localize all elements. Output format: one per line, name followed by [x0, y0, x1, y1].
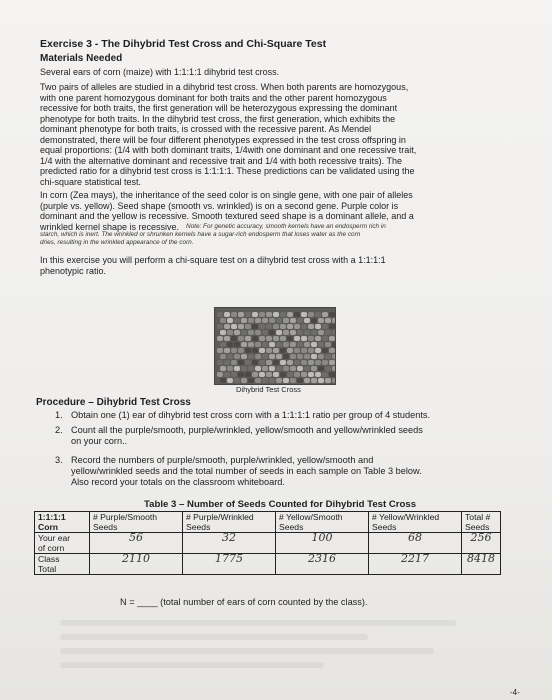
corn-kernel — [301, 372, 307, 377]
corn-kernel — [315, 372, 321, 377]
corn-kernel — [273, 348, 279, 353]
procedure-step-3 — [55, 455, 422, 487]
corn-kernel — [332, 354, 336, 359]
materials-heading: Materials Needed — [40, 53, 123, 64]
corn-kernel — [269, 318, 275, 323]
corn-kernel — [252, 324, 258, 329]
corn-kernel — [273, 336, 279, 341]
corn-kernel — [262, 354, 268, 359]
corn-kernel — [287, 372, 293, 377]
corn-kernel — [304, 366, 310, 371]
corn-kernel — [245, 372, 251, 377]
n-label: N = — [120, 597, 135, 607]
handwritten-value: 32 — [183, 533, 276, 554]
corn-kernel — [325, 378, 331, 383]
corn-kernel — [308, 312, 314, 317]
corn-kernel — [248, 342, 254, 347]
exercise-paragraph — [40, 255, 386, 276]
n-description: (total number of ears of corn counted by the class). — [160, 597, 368, 607]
corn-kernel — [238, 312, 244, 317]
corn-kernel — [259, 312, 265, 317]
corn-kernel — [294, 348, 300, 353]
corn-kernel — [259, 372, 265, 377]
text-line: phenotype for both traits. In the dihybrid test cross, the first generation, which exhibits the — [40, 113, 396, 124]
corn-kernel — [252, 360, 258, 365]
corn-kernel — [276, 354, 282, 359]
table-header-cell: 1:1:1:1 Corn — [35, 512, 90, 533]
corn-kernel — [245, 336, 251, 341]
corn-kernel — [332, 378, 336, 383]
corn-kernel — [224, 312, 230, 317]
step-number: 1. — [55, 410, 63, 420]
corn-kernel — [332, 342, 336, 347]
corn-kernel — [262, 378, 268, 383]
corn-kernel — [283, 366, 289, 371]
corn-kernel — [280, 360, 286, 365]
step-text: yellow/wrinkled seeds and the total number of seeds in each sample on Table 3 below. — [71, 466, 422, 476]
corn-kernel — [273, 372, 279, 377]
corn-kernel — [238, 348, 244, 353]
corn-kernel — [315, 324, 321, 329]
text-line: dominant phenotype for both traits, is crossed with the recessive parent. As Mendel — [40, 124, 372, 134]
corn-kernel — [238, 336, 244, 341]
corn-kernel — [304, 342, 310, 347]
corn-kernel — [252, 372, 258, 377]
corn-kernel — [241, 342, 247, 347]
corn-kernel — [276, 330, 282, 335]
corn-kernel — [308, 324, 314, 329]
corn-kernel — [266, 324, 272, 329]
note-line: Note: For genetic accuracy, smooth kernels have an endosperm rich in — [186, 223, 386, 230]
corn-kernel — [245, 360, 251, 365]
corn-kernel — [304, 330, 310, 335]
corn-kernel — [273, 360, 279, 365]
corn-kernel — [220, 330, 226, 335]
n-line — [120, 597, 367, 608]
corn-kernel — [304, 378, 310, 383]
figure-caption: Dihybrid Test Cross — [236, 385, 301, 394]
corn-kernel — [287, 312, 293, 317]
corn-kernel — [332, 330, 336, 335]
text-line: (purple vs. yellow). Seed shape (smooth vs. wrinkled) is on a second gene. Purple color is — [40, 200, 399, 211]
corn-kernel — [269, 342, 275, 347]
corn-kernel — [245, 348, 251, 353]
corn-kernel — [318, 318, 324, 323]
corn-kernel — [287, 324, 293, 329]
handwritten-value: 256 — [462, 533, 501, 554]
corn-kernel — [332, 318, 336, 323]
corn-kernel — [322, 348, 328, 353]
corn-kernel — [227, 354, 233, 359]
corn-kernel — [266, 372, 272, 377]
corn-kernel — [308, 360, 314, 365]
handwritten-value: 2217 — [369, 554, 462, 575]
text-line: equal proportions: (1/4 with both dominant traits, 1/4with one dominant and one recessive trait, — [40, 145, 417, 155]
table-header-cell: # Purple/Wrinkled Seeds — [183, 512, 276, 533]
corn-kernel — [259, 324, 265, 329]
corn-kernel — [227, 366, 233, 371]
bleed-through-text — [60, 612, 500, 682]
corn-kernel — [329, 372, 335, 377]
corn-kernel — [220, 378, 226, 383]
corn-kernel — [248, 330, 254, 335]
text-line: In this exercise you will perform a chi-square test on a dihybrid test cross with a 1:1:1:1 — [40, 255, 386, 265]
step-text: Obtain one (1) ear of dihybrid test cross corn with a 1:1:1:1 ratio per group of 4 students. — [71, 410, 431, 420]
corn-kernel — [325, 354, 331, 359]
corn-kernel — [318, 342, 324, 347]
corn-kernel — [255, 330, 261, 335]
corn-kernel — [280, 336, 286, 341]
corn-kernel — [280, 372, 286, 377]
corn-kernel — [224, 348, 230, 353]
row-label: Your ear of corn — [35, 533, 90, 554]
note-line: starch, which is inert. The wrinkled or shrunken kernels have a sugar-rich endosperm that loses water as the corn — [40, 231, 361, 238]
corn-kernel — [301, 324, 307, 329]
corn-kernel — [259, 336, 265, 341]
table-header-cell: # Yellow/Wrinkled Seeds — [369, 512, 462, 533]
procedure-step-1 — [55, 410, 431, 421]
corn-kernel — [262, 318, 268, 323]
corn-kernel — [329, 336, 335, 341]
corn-kernel — [262, 342, 268, 347]
corn-kernel — [276, 342, 282, 347]
corn-kernel — [220, 354, 226, 359]
corn-kernel — [234, 366, 240, 371]
corn-kernel — [241, 378, 247, 383]
corn-kernel — [322, 324, 328, 329]
corn-kernel — [217, 336, 223, 341]
corn-kernel — [234, 378, 240, 383]
corn-kernel — [231, 324, 237, 329]
table-row — [35, 533, 501, 554]
corn-kernel — [280, 312, 286, 317]
table-header-cell: # Yellow/Smooth Seeds — [276, 512, 369, 533]
corn-kernel — [297, 318, 303, 323]
corn-kernel — [290, 354, 296, 359]
corn-kernel — [290, 378, 296, 383]
corn-ear-photo — [214, 307, 336, 385]
corn-kernel — [231, 360, 237, 365]
corn-kernel — [280, 324, 286, 329]
seed-count-table — [34, 511, 501, 575]
corn-kernel — [227, 378, 233, 383]
corn-kernel — [262, 366, 268, 371]
corn-kernel — [301, 336, 307, 341]
corn-kernel — [252, 312, 258, 317]
corn-kernel — [248, 354, 254, 359]
corn-kernel — [241, 354, 247, 359]
corn-kernel — [283, 378, 289, 383]
corn-kernel — [325, 330, 331, 335]
corn-kernel — [287, 348, 293, 353]
corn-kernel — [231, 372, 237, 377]
corn-kernel — [276, 366, 282, 371]
corn-kernel — [290, 318, 296, 323]
corn-kernel — [283, 342, 289, 347]
corn-kernel — [231, 336, 237, 341]
corn-kernel — [301, 360, 307, 365]
corn-kernel — [255, 342, 261, 347]
corn-kernel — [266, 312, 272, 317]
table-header-cell: # Purple/Smooth Seeds — [90, 512, 183, 533]
corn-kernel — [217, 372, 223, 377]
text-line: 1/4 with the alternative dominant and recessive trait and 1/4 with both recessive traits). The — [40, 155, 403, 166]
corn-kernel — [315, 312, 321, 317]
handwritten-value: 56 — [90, 533, 183, 554]
corn-kernel — [276, 318, 282, 323]
corn-kernel — [311, 354, 317, 359]
step-number: 3. — [55, 455, 63, 465]
table-header-row — [35, 512, 501, 533]
corn-kernel — [234, 354, 240, 359]
corn-kernel — [248, 318, 254, 323]
text-line: with one parent homozygous dominant for both traits and the other parent homozygous — [40, 92, 387, 103]
corn-kernel — [301, 312, 307, 317]
corn-kernel — [287, 360, 293, 365]
corn-kernel — [220, 366, 226, 371]
corn-kernel — [255, 366, 261, 371]
corn-kernel — [329, 312, 335, 317]
corn-kernel — [287, 336, 293, 341]
text-line: recessive for both traits, the first generation will be heterozygous expressing the dominant — [40, 103, 398, 113]
corn-kernel — [231, 312, 237, 317]
corn-kernel — [269, 366, 275, 371]
corn-kernel — [217, 360, 223, 365]
corn-kernel — [269, 354, 275, 359]
corn-kernel — [248, 366, 254, 371]
corn-kernel — [273, 324, 279, 329]
corn-kernel — [297, 354, 303, 359]
corn-kernel — [329, 360, 335, 365]
corn-kernel — [283, 318, 289, 323]
row-label: Class Total — [35, 554, 90, 575]
corn-kernel — [224, 324, 230, 329]
corn-kernel — [294, 312, 300, 317]
corn-kernel — [308, 348, 314, 353]
corn-kernel — [276, 378, 282, 383]
step-text: Also record your totals on the classroom whiteboard. — [71, 477, 285, 487]
corn-kernel — [322, 372, 328, 377]
text-line: phenotypic ratio. — [40, 265, 107, 276]
corn-kernel — [315, 336, 321, 341]
corn-kernel — [241, 366, 247, 371]
corn-kernel — [231, 348, 237, 353]
table-row — [35, 554, 501, 575]
step-text: Record the numbers of purple/smooth, purple/wrinkled, yellow/smooth and — [71, 455, 374, 465]
corn-kernel — [308, 372, 314, 377]
procedure-step-2 — [55, 425, 423, 446]
corn-kernel — [217, 312, 223, 317]
corn-kernel — [318, 354, 324, 359]
corn-kernel — [297, 378, 303, 383]
corn-kernel — [322, 360, 328, 365]
corn-kernel — [297, 366, 303, 371]
handwritten-value: 68 — [369, 533, 462, 554]
corn-kernel — [266, 360, 272, 365]
corn-kernel — [238, 372, 244, 377]
text-line: wrinkled kernel shape is recessive. — [40, 221, 180, 232]
corn-kernel — [269, 330, 275, 335]
corn-kernel — [294, 336, 300, 341]
table-title: Table 3 – Number of Seeds Counted for Dihybrid Test Cross — [144, 499, 417, 510]
corn-kernel — [290, 366, 296, 371]
handwritten-value: 1775 — [183, 554, 276, 575]
corn-kernel — [224, 372, 230, 377]
corn-kernel — [318, 366, 324, 371]
corn-kernel — [266, 348, 272, 353]
corn-kernel — [318, 330, 324, 335]
corn-kernel — [294, 372, 300, 377]
corn-kernel — [315, 360, 321, 365]
corn-kernel — [252, 348, 258, 353]
corn-kernel — [234, 318, 240, 323]
corn-kernel — [283, 354, 289, 359]
corn-kernel — [259, 348, 265, 353]
corn-kernel — [241, 330, 247, 335]
corn-kernel — [227, 330, 233, 335]
corn-kernel — [329, 348, 335, 353]
corn-kernel — [241, 318, 247, 323]
corn-kernel — [304, 318, 310, 323]
procedure-heading: Procedure – Dihybrid Test Cross — [36, 397, 191, 408]
corn-kernel — [329, 324, 335, 329]
intro-paragraph — [40, 82, 416, 187]
corn-kernel — [234, 330, 240, 335]
corn-kernel — [322, 312, 328, 317]
corn-kernel — [280, 348, 286, 353]
handwritten-value: 2316 — [276, 554, 369, 575]
corn-kernel — [325, 366, 331, 371]
corn-kernel — [269, 378, 275, 383]
corn-kernel — [252, 336, 258, 341]
step-text: on your corn.. — [71, 436, 128, 446]
corn-kernel — [248, 378, 254, 383]
corn-kernel — [311, 318, 317, 323]
table-header-cell: Total # Seeds — [462, 512, 501, 533]
corn-kernel — [262, 330, 268, 335]
corn-kernel — [322, 336, 328, 341]
corn-kernel — [297, 330, 303, 335]
step-number: 2. — [55, 425, 63, 435]
text-line: Two pairs of alleles are studied in a dihybrid test cross. When both parents are homozygous, — [40, 82, 409, 92]
corn-kernel — [311, 378, 317, 383]
corn-kernel — [224, 336, 230, 341]
corn-kernel — [297, 342, 303, 347]
corn-kernel — [308, 336, 314, 341]
corn-kernel — [311, 330, 317, 335]
handwritten-value: 8418 — [462, 554, 501, 575]
corn-kernel — [255, 378, 261, 383]
corn-kernel — [255, 318, 261, 323]
corn-kernel — [311, 366, 317, 371]
corn-kernel — [294, 360, 300, 365]
materials-text: Several ears of corn (maize) with 1:1:1:1 dihybrid test cross. — [40, 67, 280, 77]
corn-kernel — [234, 342, 240, 347]
corn-kernel — [245, 324, 251, 329]
exercise-title: Exercise 3 - The Dihybrid Test Cross and Chi-Square Test — [40, 38, 327, 50]
corn-kernel — [255, 354, 261, 359]
corn-kernel — [220, 318, 226, 323]
corn-kernel — [273, 312, 279, 317]
corn-kernel — [311, 342, 317, 347]
handwritten-value: 100 — [276, 533, 369, 554]
corn-kernel — [315, 348, 321, 353]
text-line: dominant and the yellow is recessive. Smooth textured seed shape is a dominant allele, and a — [40, 211, 414, 221]
corn-kernel — [294, 324, 300, 329]
corn-kernel — [238, 324, 244, 329]
corn-kernel — [266, 336, 272, 341]
corn-kernel — [290, 342, 296, 347]
corn-kernel — [290, 330, 296, 335]
text-line: chi-square statistical test. — [40, 176, 142, 187]
corn-kernel — [227, 342, 233, 347]
corn-kernel — [325, 342, 331, 347]
corn-kernel — [227, 318, 233, 323]
corn-kernel — [301, 348, 307, 353]
corn-kernel — [318, 378, 324, 383]
note-line: dries, resulting in the wrinkled appearance of the corn. — [40, 239, 194, 246]
corn-kernel — [332, 366, 336, 371]
corn-kernel — [220, 342, 226, 347]
handwritten-value: 2110 — [90, 554, 183, 575]
step-text: Count all the purple/smooth, purple/wrinkled, yellow/smooth and yellow/wrinkled seeds — [71, 425, 423, 435]
text-line: predicted ratio for a dihybrid test cross is 1:1:1:1. These predictions can be validated using the — [40, 166, 415, 176]
corn-kernel — [304, 354, 310, 359]
corn-kernel — [325, 318, 331, 323]
corn-kernel — [224, 360, 230, 365]
corn-kernel — [217, 324, 223, 329]
corn-kernel — [283, 330, 289, 335]
corn-kernel — [238, 360, 244, 365]
corn-kernel — [217, 348, 223, 353]
text-line: demonstrated, there will be four different phenotypes expressed in the test cross offspring in — [40, 134, 406, 145]
corn-kernel — [259, 360, 265, 365]
n-blank: ____ — [137, 597, 158, 607]
corn-kernel — [245, 312, 251, 317]
text-line: In corn (Zea mays), the inheritance of the seed color is on single gene, with one pair of alleles — [40, 190, 413, 200]
page-number: -4- — [510, 688, 520, 697]
